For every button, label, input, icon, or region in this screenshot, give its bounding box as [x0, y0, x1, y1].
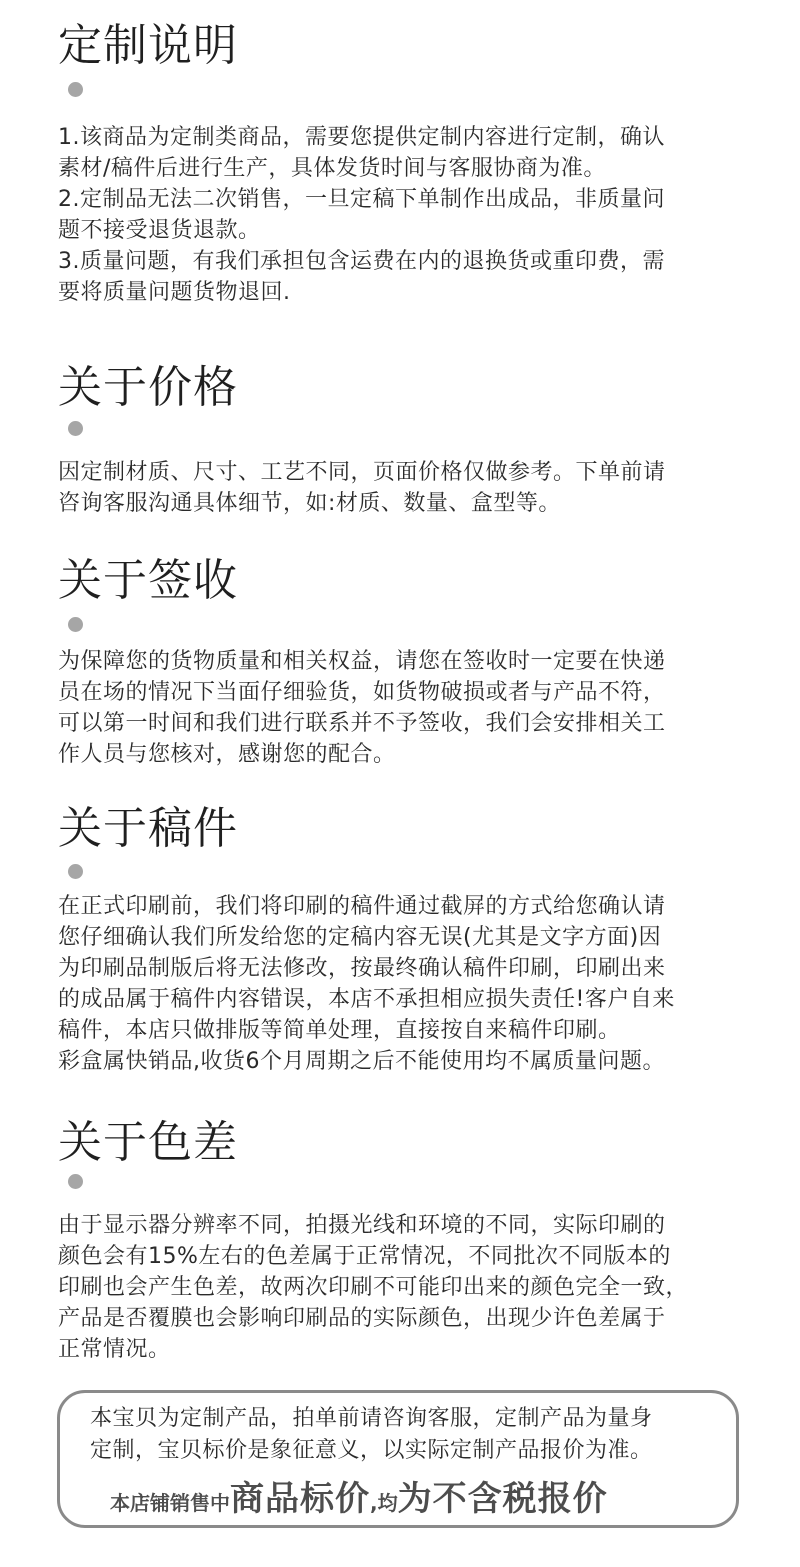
paragraph: 2.定制品无法二次销售，一旦定稿下单制作出成品，非质量问 题不接受退货退款。	[58, 187, 665, 243]
section-heading: 定制说明	[58, 20, 238, 71]
section-body	[58, 891, 758, 1077]
bullet-dot-icon	[68, 617, 83, 632]
price-prefix: 本店铺销售中	[110, 1491, 230, 1515]
notice-text: 本宝贝为定制产品，拍单前请咨询客服，定制产品为量身 定制，宝贝标价是象征意义，以实际定制产品报价为准。	[90, 1406, 653, 1463]
notice-box	[57, 1390, 739, 1528]
section-body	[58, 122, 758, 308]
price-emphasis-1: 商品标价	[230, 1479, 370, 1519]
bullet-dot-icon	[68, 1174, 83, 1189]
section-custom-instructions	[58, 20, 758, 72]
price-tax-notice	[110, 1471, 608, 1520]
paragraph: 彩盒属快销品,收货6个月周期之后不能使用均不属质量问题。	[58, 1049, 665, 1074]
bullet-dot-icon	[68, 421, 83, 436]
section-pricing	[58, 362, 758, 414]
section-receipt	[58, 555, 758, 607]
section-heading: 关于色差	[58, 1117, 238, 1168]
section-body	[58, 457, 758, 519]
section-body	[58, 646, 758, 770]
section-heading: 关于签收	[58, 555, 238, 606]
price-mid: ,均	[370, 1491, 398, 1515]
section-color-difference	[58, 1117, 758, 1169]
paragraph: 由于显示器分辨率不同，拍摄光线和环境的不同，实际印刷的 颜色会有15%左右的色差属于正常情况，不同批次不同版本的 印刷也会产生色差，故两次印刷不可能印出来的颜色完全一致， 产品是否覆膜也会影响印刷品的实际颜色，出现少许色差属于 正常情况。	[58, 1213, 689, 1362]
bullet-dot-icon	[68, 864, 83, 879]
section-artwork	[58, 803, 758, 855]
paragraph: 3.质量问题，有我们承担包含运费在内的退换货或重印费，需 要将质量问题货物退回.	[58, 249, 665, 305]
section-heading: 关于价格	[58, 362, 238, 413]
section-heading: 关于稿件	[58, 803, 238, 854]
price-emphasis-2: 为不含税报价	[397, 1479, 608, 1519]
paragraph: 为保障您的货物质量和相关权益，请您在签收时一定要在快递 员在场的情况下当面仔细验货，如货物破损或者与产品不符， 可以第一时间和我们进行联系并不予签收，我们会安排相关工 作人员与您核对，感谢您的配合。	[58, 649, 666, 767]
section-body	[58, 1210, 758, 1365]
bullet-dot-icon	[68, 82, 83, 97]
paragraph: 在正式印刷前，我们将印刷的稿件通过截屏的方式给您确认请 您仔细确认我们所发给您的定稿内容无误(尤其是文字方面)因 为印刷品制版后将无法修改，按最终确认稿件印刷，印刷出来 的成品属于稿件内容错误，本店不承担相应损失责任!客户自来 稿件，本店只做排版等简单处理，直接按自来稿件印刷。	[58, 894, 675, 1043]
paragraph: 1.该商品为定制类商品，需要您提供定制内容进行定制，确认 素材/稿件后进行生产，具体发货时间与客服协商为准。	[58, 125, 665, 181]
paragraph: 因定制材质、尺寸、工艺不同，页面价格仅做参考。下单前请 咨询客服沟通具体细节，如:材质、数量、盒型等。	[58, 460, 666, 516]
